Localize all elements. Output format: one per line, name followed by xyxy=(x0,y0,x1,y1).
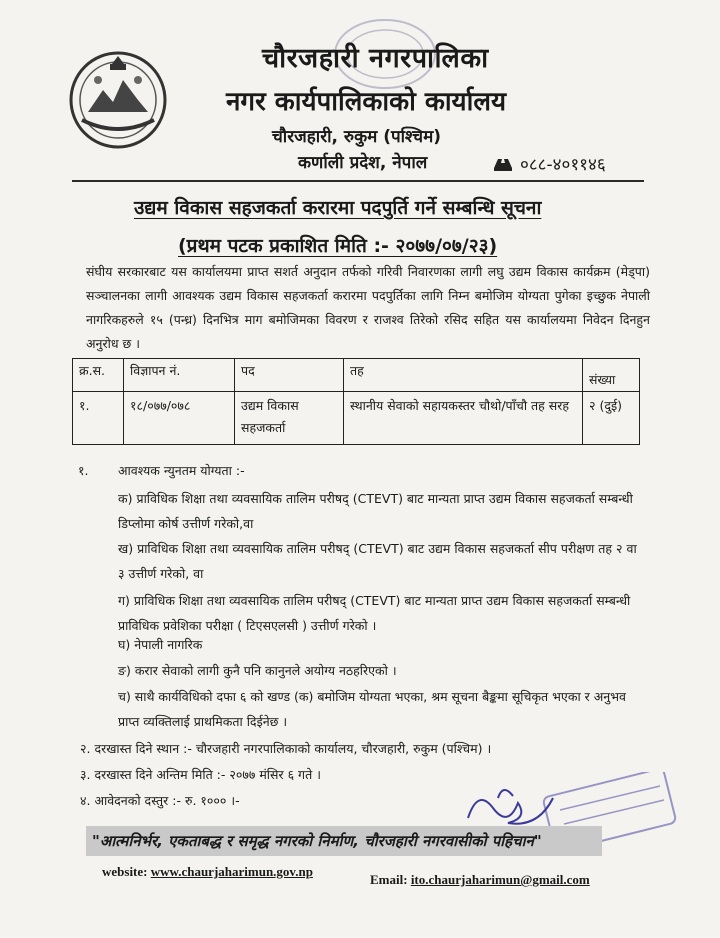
col-ad-no: विज्ञापन नं. xyxy=(124,359,235,392)
list-item: ङ) करार सेवाको लागी कुनै पनि कानुनले अयोग्य नठहरिएको । xyxy=(118,663,397,678)
address-line-1: चौरजहारी, रुकुम (पश्चिम) xyxy=(272,127,442,147)
list-item: ख) प्राविधिक शिक्षा तथा व्यवसायिक तालिम परीषद् (CTEVT) बाट उद्यम विकास सहजकर्ता सीप परीक्षण तह २ वा ३ उत्तीर्ण गरेको, वा xyxy=(118,541,637,581)
list-item: च) साथै कार्यविधिको दफा ६ को खण्ड (क) बमोजिम योग्यता भएका, श्रम सूचना बैङ्कमा सूचिकृत भएका र अनुभव प्राप्त व्यक्तिलाई प्राथमिकता दिईनेछ । xyxy=(118,689,626,729)
col-count: संख्या xyxy=(583,359,640,392)
website-label: website: xyxy=(102,864,148,879)
cell-post: उद्यम विकास सहजकर्ता xyxy=(235,392,344,445)
address-line-2: कर्णाली प्रदेश, नेपाल xyxy=(298,153,428,173)
slogan-banner: "आत्मनिर्भर, एकताबद्ध र समृद्ध नगरको निर्माण, चौरजहारी नगरवासीको पहिचान" xyxy=(86,826,602,856)
phone-icon xyxy=(492,156,514,172)
vacancy-table xyxy=(72,358,640,445)
application-place: २. दरखास्त दिने स्थान :- चौरजहारी नगरपालिकाको कार्यालय, चौरजहारी, रुकुम (पश्चिम) । xyxy=(80,741,492,756)
intro-paragraph: संघीय सरकारबाट यस कार्यालयमा प्राप्त सशर्त अनुदान तर्फको गरिवी निवारणका लागी लघु उद्यम विकास कार्यक्रम (मेड्पा) सञ्चालनका लागी आवश्यक उद्यम विकास सहजकर्ता करारमा पदपुर्तिका लागि निम्न बमोजिम योग्यता पुगेका इच्छुक नेपाली नागरिकहरुले १५ (पन्ध्र) दिनभित्र माग बमोजिमका विवरण र राजश्व तिरेको रसिद सहित यस कार्यालयमा निवेदन दिनहुन अनुरोध छ । xyxy=(86,264,650,351)
cell-level: स्थानीय सेवाको सहायकस्तर चौथो/पाँचौ तह सरह xyxy=(344,392,583,445)
email-label: Email: xyxy=(370,872,408,887)
phone-text: ०८८-४०११४६ xyxy=(520,155,606,175)
nepal-emblem-icon xyxy=(68,50,168,150)
table-header-row xyxy=(73,359,640,392)
cell-sn: १. xyxy=(73,392,124,445)
email-line xyxy=(370,872,590,888)
org-name: चौरजहारी नगरपालिका xyxy=(262,43,489,74)
table-row xyxy=(73,392,640,445)
office-name: नगर कार्यपालिकाको कार्यालय xyxy=(226,87,507,117)
col-post: पद xyxy=(235,359,344,392)
req-item-1-label: आवश्यक न्युनतम योग्यता :- xyxy=(118,463,245,478)
header-divider xyxy=(72,180,644,182)
published-date: (प्रथम पटक प्रकाशित मिति :- २०७७/०७/२३) xyxy=(178,235,498,257)
cell-ad-no: १८/०७७/०७८ xyxy=(124,392,235,445)
notice-title: उद्यम विकास सहजकर्ता करारमा पदपुर्ति गर्ने सम्बन्धि सूचना xyxy=(134,197,542,219)
application-fee: ४. आवेदनको दस्तुर :- रु. १००० ।- xyxy=(80,793,240,808)
website-link[interactable]: www.chaurjaharimun.gov.np xyxy=(150,864,313,879)
application-deadline: ३. दरखास्त दिने अन्तिम मिति :- २०७७ मंसिर ६ गते । xyxy=(80,767,321,782)
list-item: क) प्राविधिक शिक्षा तथा व्यवसायिक तालिम परीषद् (CTEVT) बाट मान्यता प्राप्त उद्यम विकास सहजकर्ता सम्बन्धी डिप्लोमा कोर्ष उत्तीर्ण गरेको,वा xyxy=(118,491,633,531)
req-item-1-num: १. xyxy=(78,463,89,478)
list-item: घ) नेपाली नागरिक xyxy=(118,637,203,652)
phone-number xyxy=(492,152,606,175)
email-link[interactable]: ito.chaurjaharimun@gmail.com xyxy=(410,872,590,887)
website-line xyxy=(102,864,313,880)
col-sn: क्र.स. xyxy=(73,359,124,392)
cell-count: २ (दुई) xyxy=(583,392,640,445)
list-item: ग) प्राविधिक शिक्षा तथा व्यवसायिक तालिम परीषद् (CTEVT) बाट मान्यता प्राप्त उद्यम विकास सहजकर्ता सम्बन्धी प्राविधिक प्रवेशिका परीक्षा ( टिएसएलसी ) उत्तीर्ण गरेको । xyxy=(118,593,631,633)
col-level: तह xyxy=(344,359,583,392)
